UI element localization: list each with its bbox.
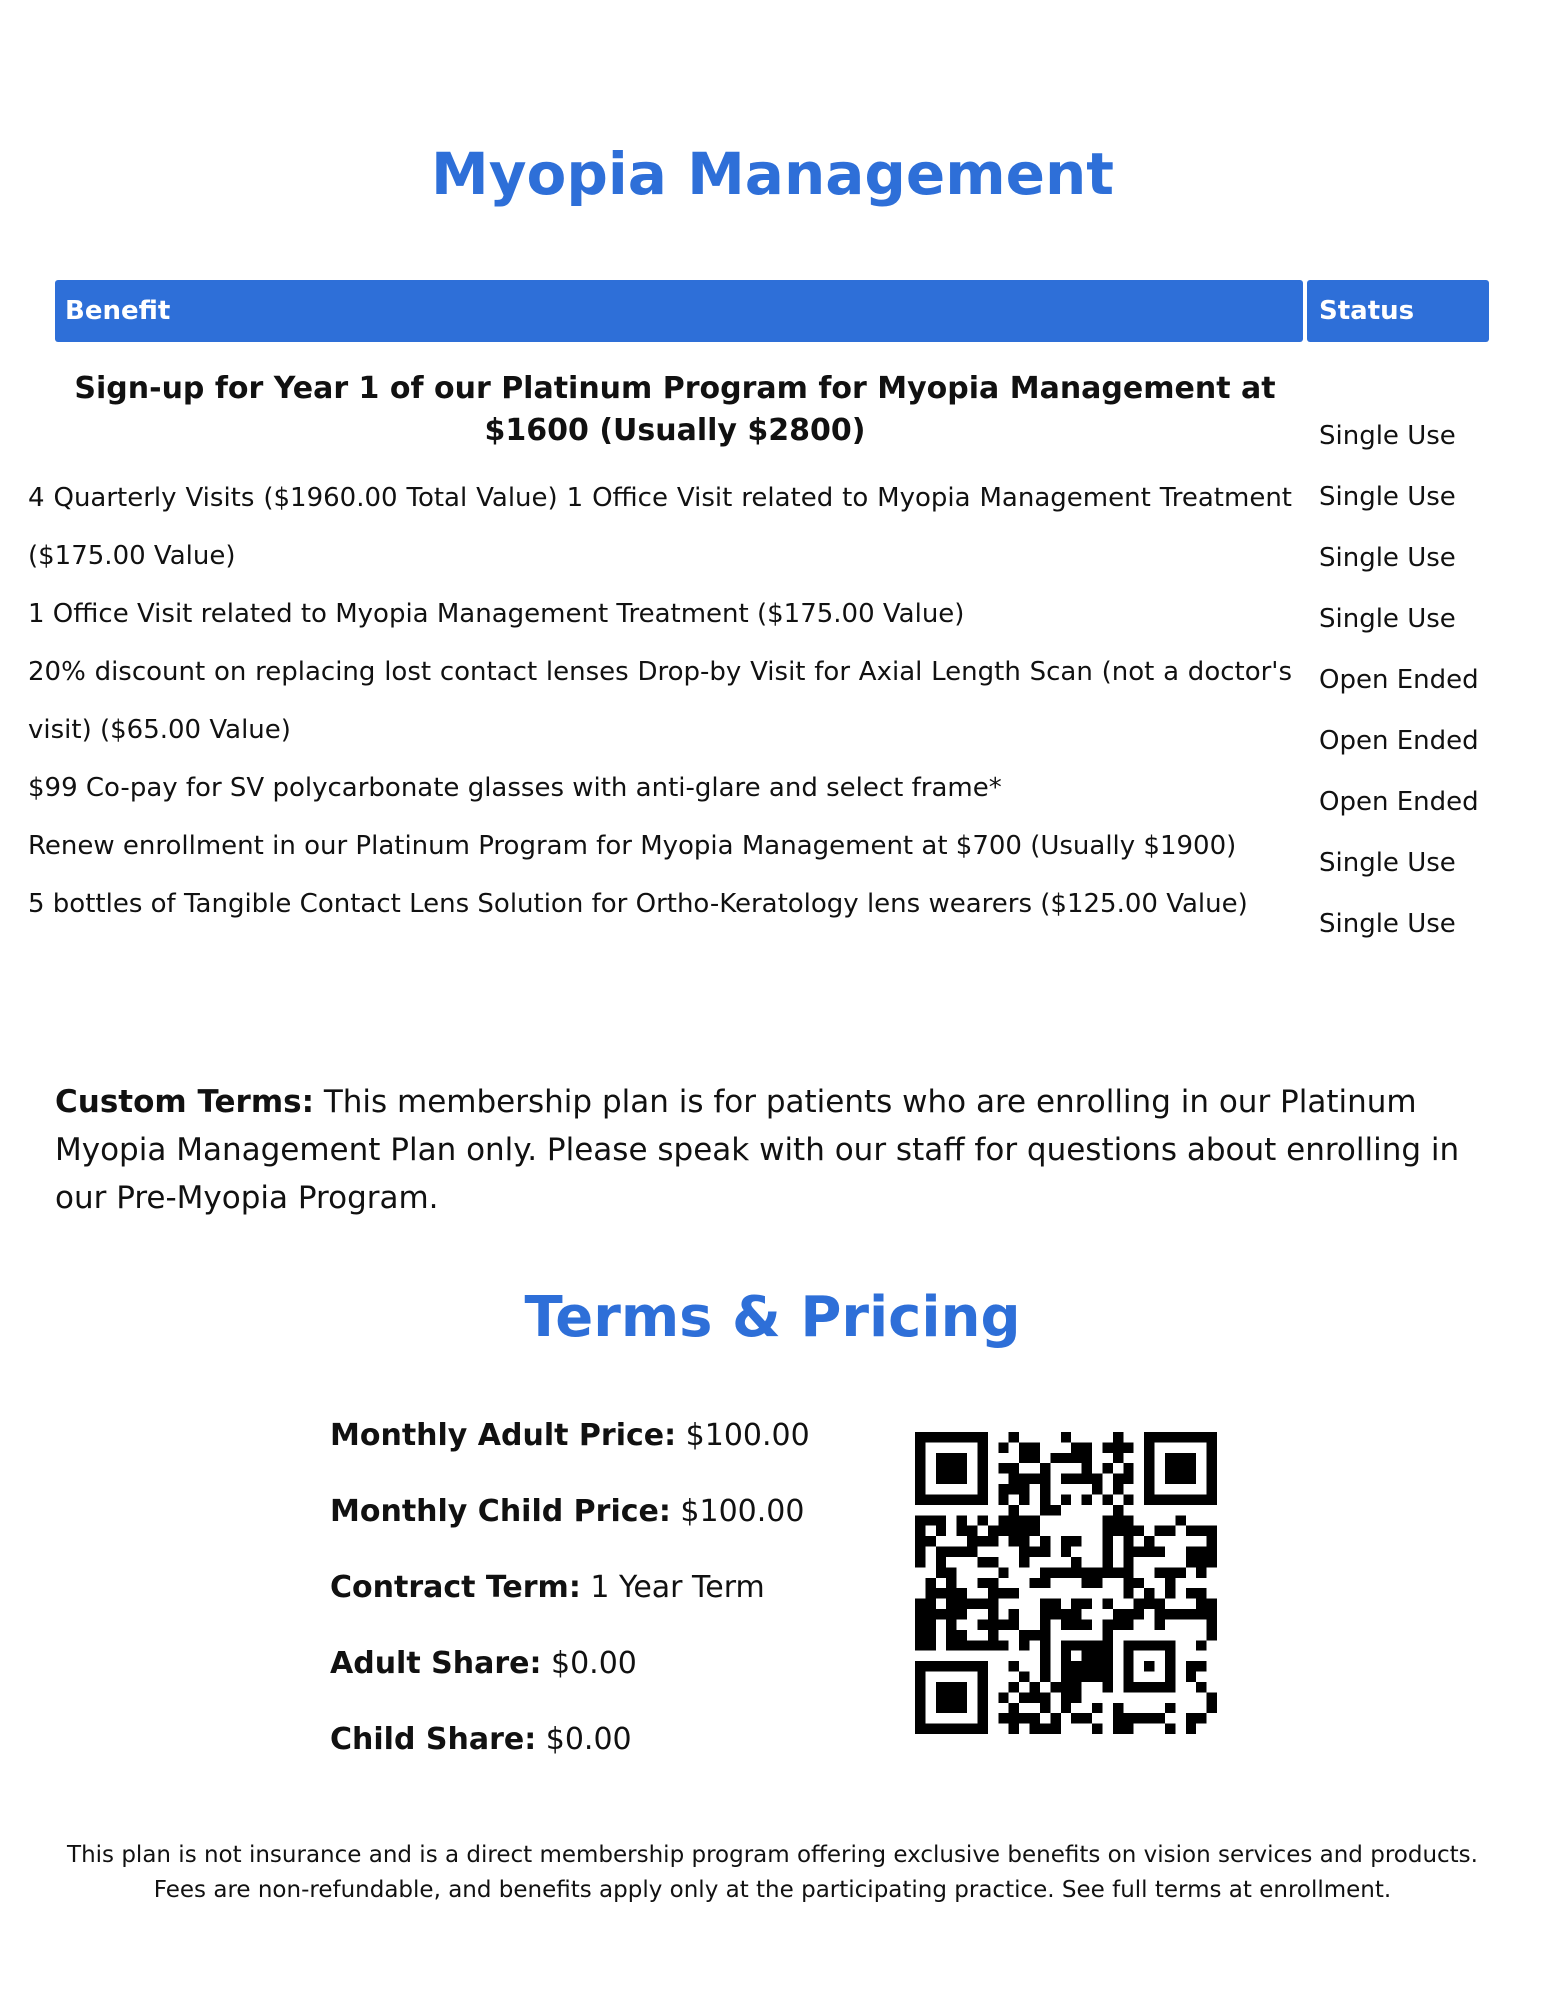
custom-terms-label: Custom Terms: — [55, 1084, 314, 1120]
benefit-line: visit) ($65.00 Value) — [28, 715, 291, 745]
disclaimer — [0, 1838, 1545, 1908]
benefit-line: Renew enrollment in our Platinum Program for Myopia Management at $700 (Usually $1900) — [28, 831, 1237, 861]
adult-share — [330, 1646, 637, 1681]
benefit-line: 20% discount on replacing lost contact lenses Drop-by Visit for Axial Length Scan (not a doctor's — [28, 657, 1292, 687]
benefit-line: $99 Co-pay for SV polycarbonate glasses with anti-glare and select frame* — [28, 773, 1002, 803]
contract-term — [330, 1570, 765, 1605]
status-cell: Open Ended — [1319, 787, 1479, 817]
status-cell: Single Use — [1319, 848, 1456, 878]
disclaimer-line: Fees are non-refundable, and benefits apply only at the participating practice. See full terms at enrollment. — [153, 1877, 1392, 1903]
status-cell: Single Use — [1319, 543, 1456, 573]
price-value: $0.00 — [536, 1722, 632, 1757]
benefit-line: 1 Office Visit related to Myopia Management Treatment ($175.00 Value) — [28, 599, 965, 629]
price-label: Monthly Adult Price: — [330, 1418, 677, 1453]
custom-terms-text: This membership plan is for patients who are enrolling in our Platinum Myopia Management Plan only. Please speak with our staff for questions about enrolling in our Pre-Myopia Program. — [55, 1084, 1460, 1216]
price-label: Monthly Child Price: — [330, 1494, 671, 1529]
status-cell: Single Use — [1319, 421, 1456, 451]
price-value: $100.00 — [670, 1494, 805, 1529]
monthly-adult-price — [330, 1418, 810, 1453]
status-cell: Single Use — [1319, 604, 1456, 634]
benefit-column-header: Benefit — [55, 280, 1303, 342]
price-label: Child Share: — [330, 1722, 537, 1757]
status-cell: Single Use — [1319, 909, 1456, 939]
status-column-header: Status — [1307, 280, 1489, 342]
status-cell: Open Ended — [1319, 665, 1479, 695]
price-label: Contract Term: — [330, 1570, 581, 1605]
price-value: $0.00 — [541, 1646, 637, 1681]
benefit-line: 5 bottles of Tangible Contact Lens Solution for Ortho-Keratology lens wearers ($125.00 Value) — [28, 889, 1248, 919]
benefit-line: 4 Quarterly Visits ($1960.00 Total Value) 1 Office Visit related to Myopia Management Treatment — [28, 483, 1292, 513]
first-benefit-row: Sign-up for Year 1 of our Platinum Program for Myopia Management at $1600 (Usually $2800) — [74, 371, 1276, 448]
price-value: $100.00 — [676, 1418, 810, 1453]
benefit-line: ($175.00 Value) — [28, 541, 236, 571]
price-value: 1 Year Term — [580, 1570, 765, 1605]
disclaimer-line: This plan is not insurance and is a direct membership program offering exclusive benefits on vision services and products. — [67, 1842, 1478, 1868]
page-title: Myopia Management — [430, 140, 1115, 208]
monthly-child-price — [330, 1494, 804, 1529]
qr-code-icon[interactable] — [915, 1432, 1217, 1734]
custom-terms — [55, 1078, 1495, 1222]
terms-pricing-title: Terms & Pricing — [524, 1285, 1021, 1350]
status-cell: Open Ended — [1319, 726, 1479, 756]
status-cell: Single Use — [1319, 482, 1456, 512]
price-label: Adult Share: — [330, 1646, 542, 1681]
child-share — [330, 1722, 632, 1757]
